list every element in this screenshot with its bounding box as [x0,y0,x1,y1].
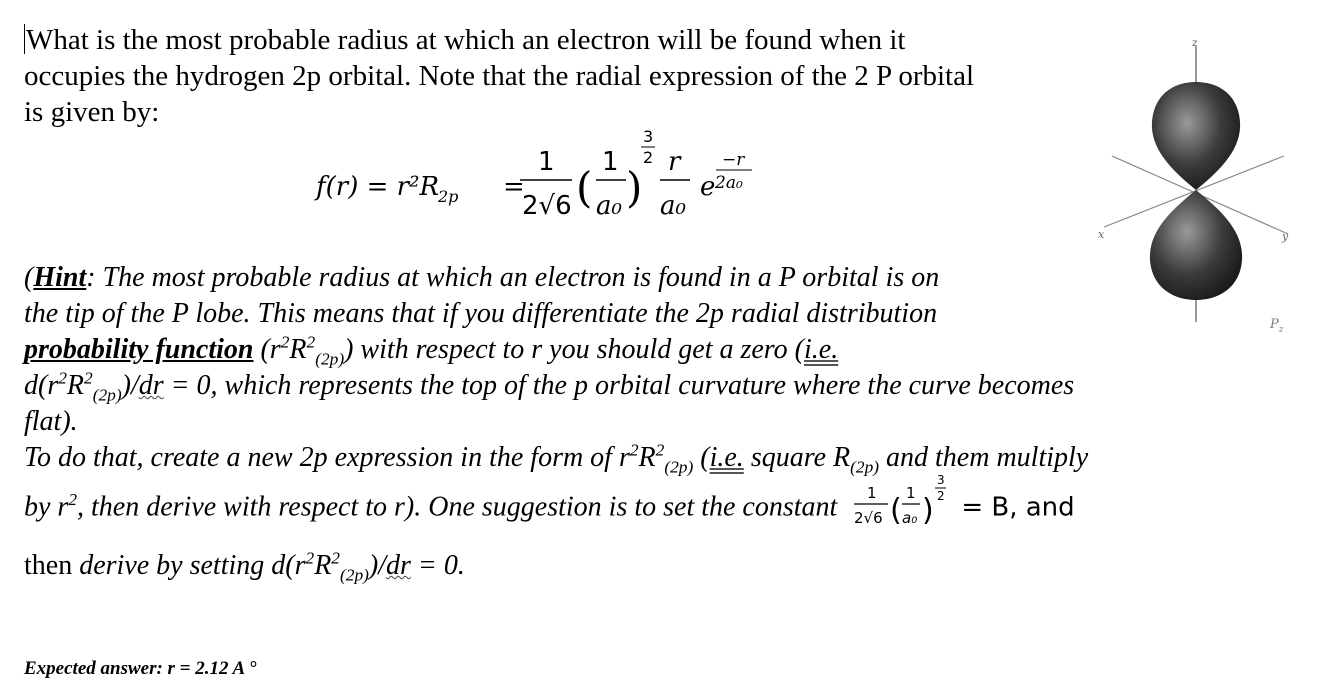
svg-text:a₀: a₀ [902,509,918,527]
svg-text:2√6: 2√6 [854,509,883,527]
y-axis-label: y [1282,230,1289,243]
question-line-3: is given by: [24,96,160,128]
orbital-lobe-upper [1152,82,1240,190]
text-cursor [24,24,25,54]
derive-line: then derive by setting $d(r^2R^2_{(2p)})/dr = 0$. [24,548,465,585]
svg-text:1: 1 [906,484,916,502]
equation-lhs: f(r) = r²R [316,172,440,202]
question-line-1: What is the most probable radius at which an electron will be found when it [26,24,906,56]
paren-close: ) [626,163,643,212]
inner-denominator: a₀ [596,191,622,221]
hint-line-4: $d(r^2R^2_{(2p)})/dr = 0$, which represents the top of the p orbital curvature where the curve becomes [24,368,1075,405]
hint-label: Hint [33,262,87,293]
exp-base: e [700,172,716,202]
equation-equals: = [503,172,525,202]
hint-line-3: probability function $(r^2R^2_{(2p)})$ with respect to r you should get a zero (i.e. [24,332,839,369]
equation-numerator: 1 [538,147,555,177]
expected-answer: Expected answer: r = 2.12 A ° [24,658,257,679]
x-axis-label: x [1098,228,1105,241]
hint-line-2: the tip of the P lobe. This means that if you differentiate the 2p radial distribution [24,298,938,329]
hint-line-1: (Hint: The most probable radius at which an electron is found in a P orbital is on [24,262,940,293]
orbital-label: $P_z$ [1270,317,1284,335]
svg-text:1: 1 [867,484,877,502]
svg-text:2: 2 [937,489,945,503]
r-denominator: a₀ [660,191,686,221]
equation-denominator: 2√6 [522,191,572,221]
paren-open: ( [576,163,593,212]
question-line-2: occupies the hydrogen 2p orbital. Note that the radial expression of the 2 P orbital [24,60,975,92]
svg-text:): ) [922,493,935,528]
exponent-denominator: 2 [643,148,654,167]
svg-text:(: ( [890,493,903,528]
equation-lhs-subscript: 2p [438,187,459,206]
exp-numerator: −r [722,150,745,170]
exp-denominator: 2a₀ [715,173,743,193]
hint-line-6: To do that, create a new 2p expression in the form of $r^2R^2_{(2p)}$ (i.e. square $R_{(2p)}$ and them multiply [24,440,1089,477]
z-axis-label: z [1192,38,1198,49]
exponent-numerator: 3 [643,127,654,146]
svg-text:3: 3 [937,473,945,487]
r-numerator: r [668,147,681,177]
constant-expression [850,472,954,532]
hint-line-5: flat). [24,406,78,437]
probability-function-term: probability function [24,334,254,365]
question-text [24,22,1064,130]
constant-line: by $r^2$, then derive with respect to r). One suggestion is to set the constant 1 2√6 ( 1 a₀ ) 3 2 = B, and [24,486,1075,532]
radial-equation [300,118,820,228]
inner-numerator: 1 [602,147,619,177]
hint-paragraph [24,260,1304,476]
